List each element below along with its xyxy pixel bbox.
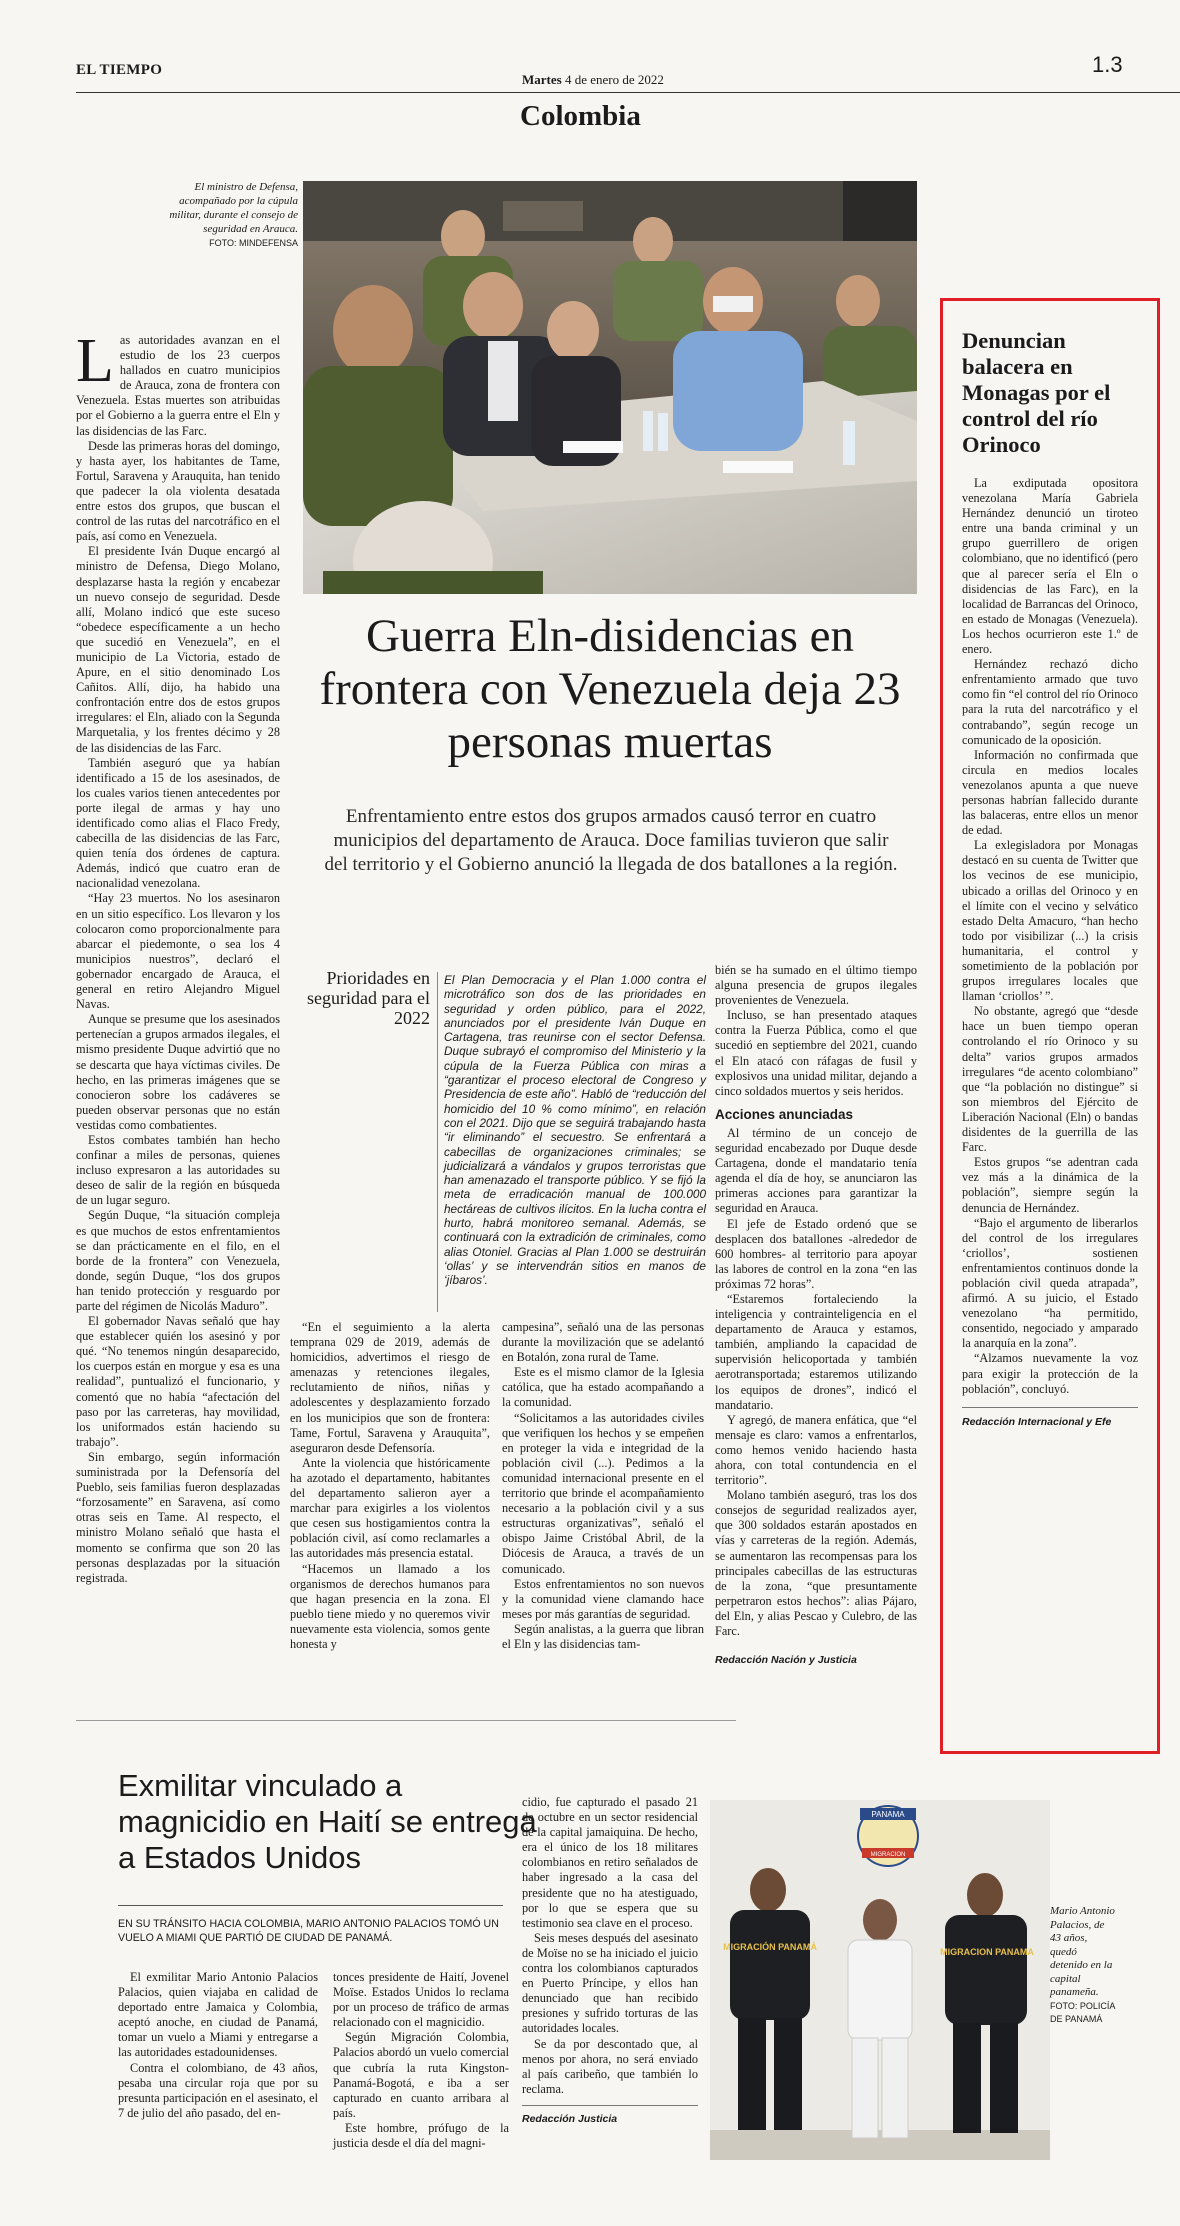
paragraph: Y agregó, de manera enfática, que “el mensaje es claro: vamos a enfrentarlos, como hemos venido haciendo hasta ahora, con total contundencia en el territorio”. <box>715 1412 917 1488</box>
haiti-column-1 <box>118 1970 318 2121</box>
paragraph: Incluso, se han presentado ataques contra la Fuerza Pública, como el que sucedió en septiembre del 2021, cuando el Eln atacó con ráfagas de fusil y explosivos una unidad militar, dejando a cinco soldados muertos y seis heridos. <box>715 1008 917 1098</box>
priorities-heading: Prioridades en seguridad para el 2022 <box>307 968 430 1028</box>
dateline <box>522 72 664 88</box>
paragraph: Según Duque, “la situación compleja es que muchos de estos enfrentamientos se dan prácticamente en el filo, en el borde de la frontera” con Venezuela, donde, según Duque, “los dos grupos han tenido protección y resguardo por parte del régimen de Nicolás Maduro”. <box>76 1208 280 1313</box>
paragraph: Sin embargo, según información suministrada por la Defensoría del Pueblo, seis familias fueron desplazadas “forzosamente” en Saravena, así como otras seis en Tame. Al respecto, el ministro Molano señaló que hasta el momento se confirma que son 20 las personas desplazadas por la situación registrada. <box>76 1449 280 1585</box>
meeting-photo-illustration <box>303 181 917 594</box>
caption-text: El ministro de Defensa, acompañado por la cúpula militar, durante el consejo de seguridad en Arauca. <box>169 181 298 235</box>
main-photo <box>303 181 917 594</box>
paragraph: “Hacemos un llamado a los organismos de derechos humanos para que hagan presencia en la zona. El pueblo tiene miedo y no queremos vivir nuevamente esta violencia, somos gente honesta y <box>290 1561 490 1651</box>
main-story-column-2 <box>290 1320 490 1652</box>
main-signature: Redacción Nación y Justicia <box>715 1654 857 1667</box>
masthead: EL TIEMPO <box>76 62 163 78</box>
paragraph: Según Migración Colombia, Palacios abordó un vuelo comercial que cubría la ruta Kingston-Panamá-Bogotá, e iba a ser capturado en cuanto arribara al país. <box>333 2030 509 2120</box>
paragraph: cidio, fue capturado el pasado 21 de octubre en un sector residencial de la capital jamaiquina. De hecho, era el único de los 18 militares colombianos en retiro señalados de haber ingresado a la casa del presidente que no ha atestiguado, por lo que se espera que su testimonio sea clave en el proceso. <box>522 1795 698 1930</box>
sidebar-headline: Denuncian balacera en Monagas por el control del río Orinoco <box>962 328 1111 457</box>
paragraph: El gobernador Navas señaló que hay que establecer quién los asesinó y por qué. “No tenemos ningún desaparecido, los cuerpos están en morgue y esa es una realidad”, puntualizó el funcionario, y comentó que no había “afectación del paso por las carreteras, hay movilidad, los uniformados están haciendo su trabajo”. <box>76 1314 280 1449</box>
sidebar-signature-wrap <box>962 1407 1138 1430</box>
paragraph: La exdiputada opositora venezolana María Gabriela Hernández denunció un tiroteo entre una banda criminal y un grupo guerrillero de origen colombiano, que no identificó (pero que al parecer sería el Eln o disidencias de las Farc), en la localidad de Barrancas del Orinoco, en estado de Monagas (Venezuela). Los hechos ocurrieron este 1.º de enero. <box>962 476 1138 657</box>
paragraph: Seis meses después del asesinato de Moïse no se ha iniciado el juicio contra los colombianos capturados en Puerto Príncipe, y ellos han denunciado que han recibido presiones y sufrido torturas de las autoridades locales. <box>522 1930 698 2036</box>
paragraph: “Alzamos nuevamente la voz para exigir la protección de la población”, concluyó. <box>962 1351 1138 1396</box>
paragraph: Este hombre, prófugo de la justicia desde el día del magni- <box>333 2120 509 2151</box>
paragraph: También aseguró que ya habían identificado a 15 de los asesinados, de los cuales varios tienen antecedentes por porte ilegal de armas y hay uno identificado como alias el Flaco Fredy, cabecilla de las disidencias de las Farc, quien tenía dos órdenes de captura. Además, indicó que cuatro eran de nacionalidad venezolana. <box>76 755 280 891</box>
haiti-photo-caption <box>1050 1905 1116 2027</box>
subheading: Acciones anunciadas <box>715 1106 854 1122</box>
paragraph: campesina”, señaló una de las personas durante la movilización que se adelantó en Botalón, zona rural de Tame. <box>502 1320 704 1365</box>
paragraph: No obstante, agregó que “desde hace un buen tiempo operan controlando el río Orinoco y su delta” varios grupos armados irregulares “de acento colombiano” que “la población no distingue” si son miembros del Ejército de Liberación Nacional (Eln) o bandas disidentes de la guerrilla de las Farc. <box>962 1004 1138 1155</box>
paragraph: “En el seguimiento a la alerta temprana 029 de 2019, además de homicidios, advertimos el riesgo de amenazas y retenciones ilegales, reclutamiento de niños, niñas y adolescentes y desplazamiento forzado en los municipios que son de frontera: Tame, Fortul, Saravena y Arauquita”, aseguraron desde Defensoría. <box>290 1320 490 1455</box>
paragraph: “Solicitamos a las autoridades civiles que verifiquen los hechos y se empeñen en proteger la vida e integridad de la población civil (...). Pedimos a la comunidad internacional presente en el territorio que brinde el acompañamiento necesario a la población civil y a sus estructuras organizativas”, señaló el obispo Jaime Cristóbal Abril, de la Diócesis de Arauca, a través de un comunicado. <box>502 1410 704 1576</box>
emblem-bottom-text: MIGRACION <box>870 1852 906 1858</box>
date-day: Martes <box>522 72 562 87</box>
paragraph: La exlegisladora por Monagas destacó en su cuenta de Twitter que los vecinos de ese municipio, ubicado a orillas del Orinoco y en el límite con el vecino y selvático estado Delta Amacuro, “han hecho todo por visibilizar (...) la crisis humanitaria, el control y sometimiento de la población por grupos irregulares locales que llaman ‘criollos’ ”. <box>962 838 1138 1004</box>
main-story-column-4 <box>715 963 917 1668</box>
paragraph: Estos combates también han hecho confinar a miles de personas, quienes incluso expresaron a las autoridades su deseo de salir de la región en búsqueda de un lugar seguro. <box>76 1132 280 1208</box>
sidebar-body <box>962 476 1138 1430</box>
paragraph: Al término de un concejo de seguridad encabezado por Duque desde Cartagena, donde el mandatario tenía agenda el día de hoy, se anunciaron las primeras acciones para garantizar la seguridad en Arauca. <box>715 1125 917 1216</box>
paragraph: Se da por descontado que, al menos por ahora, no será enviado al país caribeño, que también lo reclama. <box>522 2036 698 2096</box>
header-rule <box>76 92 1180 93</box>
main-deck: Enfrentamiento entre estos dos grupos armados causó terror en cuatro municipios del departamento de Arauca. Doce familias tuvieron que salir del territorio y el Gobierno anunció la llegada de dos batallones a la región. <box>324 806 898 875</box>
haiti-column-3 <box>522 1795 698 2127</box>
section-divider <box>76 1720 736 1721</box>
paragraph: bién se ha sumado en el último tiempo alguna presencia de grupos ilegales provenientes de Venezuela. <box>715 963 917 1008</box>
right-badge-text: MIGRACION PANAMA <box>940 1947 1034 1957</box>
paragraph: Según analistas, a la guerra que libran el Eln y las disidencias tam- <box>502 1621 704 1651</box>
paragraph: “Estaremos fortaleciendo la inteligencia y contrainteligencia en el departamento de Arauca y estamos, también, ampliando la capacidad de supervisión helicoportada y también aerotransportada; estaremos utilizando los equipos de drones”, indicó el mandatario. <box>715 1291 917 1412</box>
paragraph: El exmilitar Mario Antonio Palacios Palacios, quien viajaba en calidad de deportado entre Jamaica y Colombia, aceptó anoche, en ciudad de Panamá, tomar un vuelo a Miami y entregarse a las autoridades estadounidenses. <box>118 1970 318 2060</box>
paragraph: tonces presidente de Haití, Jovenel Moïse. Estados Unidos lo reclama por un proceso de tráfico de armas relacionado con el magnicidio. <box>333 1970 509 2030</box>
photo-credit: FOTO: MINDEFENSA <box>209 238 298 248</box>
paragraph: Estos enfrentamientos no son nuevos y la comunidad viene clamando hace meses por más garantías de seguridad. <box>502 1576 704 1621</box>
paragraph: “Hay 23 muertos. No los asesinaron en un sitio específico. Los llevaron y los colocaron como proporcionalmente para abarcar el piedemonte, o sea los 4 municipios nuestros”, declaró el gobernador encargado de Arauca, el general en retiro Alejandro Miguel Navas. <box>76 891 280 1012</box>
haiti-photo <box>710 1800 1050 2160</box>
priorities-divider <box>437 972 438 1312</box>
section-title: Colombia <box>520 100 641 132</box>
paragraph: Desde las primeras horas del domingo, y hasta ayer, los habitantes de Tame, Fortul, Saravena y Arauquita, han tenido que padecer la ola violenta desatada entre estos dos grupos, que buscan el control de las rutas del narcotráfico en el país, así como en Venezuela. <box>76 438 280 544</box>
haiti-deck-rule <box>118 1905 503 1906</box>
paragraph: Hernández rechazó dicho enfrentamiento armado que tuvo como fin “el control del río Orinoco para la ruta del narcotráfico y el contrabando”, según recoge un comunicado de la oposición. <box>962 657 1138 747</box>
emblem-top-text: PANAMA <box>871 1810 905 1819</box>
main-story-column-3 <box>502 1320 704 1652</box>
haiti-deck: EN SU TRÁNSITO HACIA COLOMBIA, MARIO ANTONIO PALACIOS TOMÓ UN VUELO A MIAMI QUE PARTIÓ DE CIUDAD DE PANAMÁ. <box>118 1918 499 1944</box>
paragraph: Información no confirmada que circula en medios locales venezolanos apunta a que nueve personas habrían fallecido durante las balaceras, entre ellos un menor de edad. <box>962 747 1138 838</box>
paragraph: “Bajo el argumento de liberarlos del control de los irregulares ‘criollos’, sostienen enfrentamientos continuos donde la población civil queda atrapada”, afirmó. A su juicio, el Estado venezolano “ha permitido, consentido, negociado y amparado la anarquía en la zona”. <box>962 1215 1138 1351</box>
priorities-body: El Plan Democracia y el Plan 1.000 contra el microtráfico son dos de las prioridades en seguridad y orden público, para el 2022, anunciados por el presidente Iván Duque en Cartagena, tras reunirse con el sector Defensa. Duque subrayó el compromiso del Ministerio y la cúpula de la Fuerza Pública con miras a “garantizar el proceso electoral de Congreso y Presidencia de este año”. Habló de “reducción del homicidio del 10 % como mínimo”, en relación con el 2021. Dijo que se seguirá trabajando hasta “ir eliminando” el secuestro. Se enfrentará a cabecillas de organizaciones criminales; se judicializará a vándalos y grupos terroristas que han amenazado el transporte público. Y se fijó la meta de erradicación manual de 100.000 hectáreas de cultivos ilícitos. En la lucha contra el hurto, habrá monitoreo semanal. Además, se continuará con la extradición de criminales, como alias Otoniel. Gracias al Plan 1.000 se destruirán ‘ollas’ y se intervendrán sitios en manos de ‘jíbaros’. <box>444 973 706 1288</box>
photo-credit: FOTO: POLICÍA DE PANAMÁ <box>1050 2000 1115 2024</box>
paragraph: Contra el colombiano, de 43 años, pesaba una circular roja que por su presunta participación en el asesinato, el 7 de julio del año pasado, del en- <box>118 2060 318 2120</box>
sidebar-signature: Redacción Internacional y Efe <box>962 1415 1112 1428</box>
photo-caption <box>150 180 298 250</box>
paragraph: Molano también aseguró, tras los dos consejos de seguridad realizados ayer, que 300 soldados estarán apostados en vías y carreteras de la región. Además, se aumentaron las recompensas para los principales cabecillas de las estructuras de la zona, “que presuntamente perpetraron estos hechos”: alias Pájaro, del Eln, y alias Pescao y Culebro, de las Farc. <box>715 1488 917 1639</box>
paragraph: Ante la violencia que históricamente ha azotado el departamento, habitantes del departamento salieron ayer a marchar para exigirles a los violentos que cesen sus hostigamientos contra la población civil, así como reclamarles a las autoridades más presencia estatal. <box>290 1455 490 1561</box>
main-story-column-1 <box>76 327 280 1586</box>
detainee-photo-illustration <box>710 1800 1050 2160</box>
paragraph: Aunque se presume que los asesinados pertenecían a grupos armados ilegales, el mismo presidente Duque advirtió que no se descarta que haya víctimas civiles. De hecho, en las primeras imágenes que se conocieron sobre los cadáveres se pueden observar personas que no están vestidas como combatientes. <box>76 1012 280 1132</box>
paragraph: Estos grupos “se adentran cada vez más a la dinámica de la población”, siempre según la denuncia de Hernández. <box>962 1155 1138 1215</box>
haiti-signature: Redacción Justicia <box>522 2105 698 2127</box>
caption-text: Mario Antonio Palacios, de 43 años, quedó detenido en la capital panameña. <box>1050 1905 1115 1998</box>
dropcap: L <box>76 327 114 395</box>
paragraph: El presidente Iván Duque encargó al ministro de Defensa, Diego Molano, desplazarse hasta la región y encabezar un nuevo consejo de seguridad. Desde allí, Molano indicó que este suceso “obedece específicamente a un hecho que sucedió en Venezuela”, en el municipio de La Victoria, estado de Apure, en el sitio denominado Los Cañitos. Allí, dijo, ha habido una confrontación entre dos de estos grupos irregulares: el Eln, aliado con la Segunda Marquetalia, y los frentes décimo y 28 de las disidencias de las Farc. <box>76 544 280 755</box>
left-badge-text: MIGRACIÓN PANAMÁ <box>723 1942 817 1952</box>
paragraph: Este es el mismo clamor de la Iglesia católica, que ha estado acompañando a la comunidad. <box>502 1365 704 1410</box>
page-number: 1.3 <box>1092 52 1123 77</box>
paragraph: as autoridades avanzan en el estudio de los 23 cuerpos hallados en cuatro municipios de Arauca, zona de frontera con Venezuela. Estas muertes son atribuidas por el Gobierno a la guerra entre el Eln y las disidencias de las Farc. <box>76 333 280 438</box>
haiti-column-2 <box>333 1970 509 2151</box>
paragraph: El jefe de Estado ordenó que se desplacen dos batallones -alrededor de 600 hombres- al territorio para apoyar las labores de control en la zona “en las próximas 72 horas”. <box>715 1216 917 1291</box>
main-headline: Guerra Eln-disidencias en frontera con Venezuela deja 23 personas muertas <box>319 610 901 768</box>
haiti-headline: Exmilitar vinculado a magnicidio en Haití se entrega a Estados Unidos <box>118 1768 537 1875</box>
date-rest: 4 de enero de 2022 <box>564 72 664 87</box>
